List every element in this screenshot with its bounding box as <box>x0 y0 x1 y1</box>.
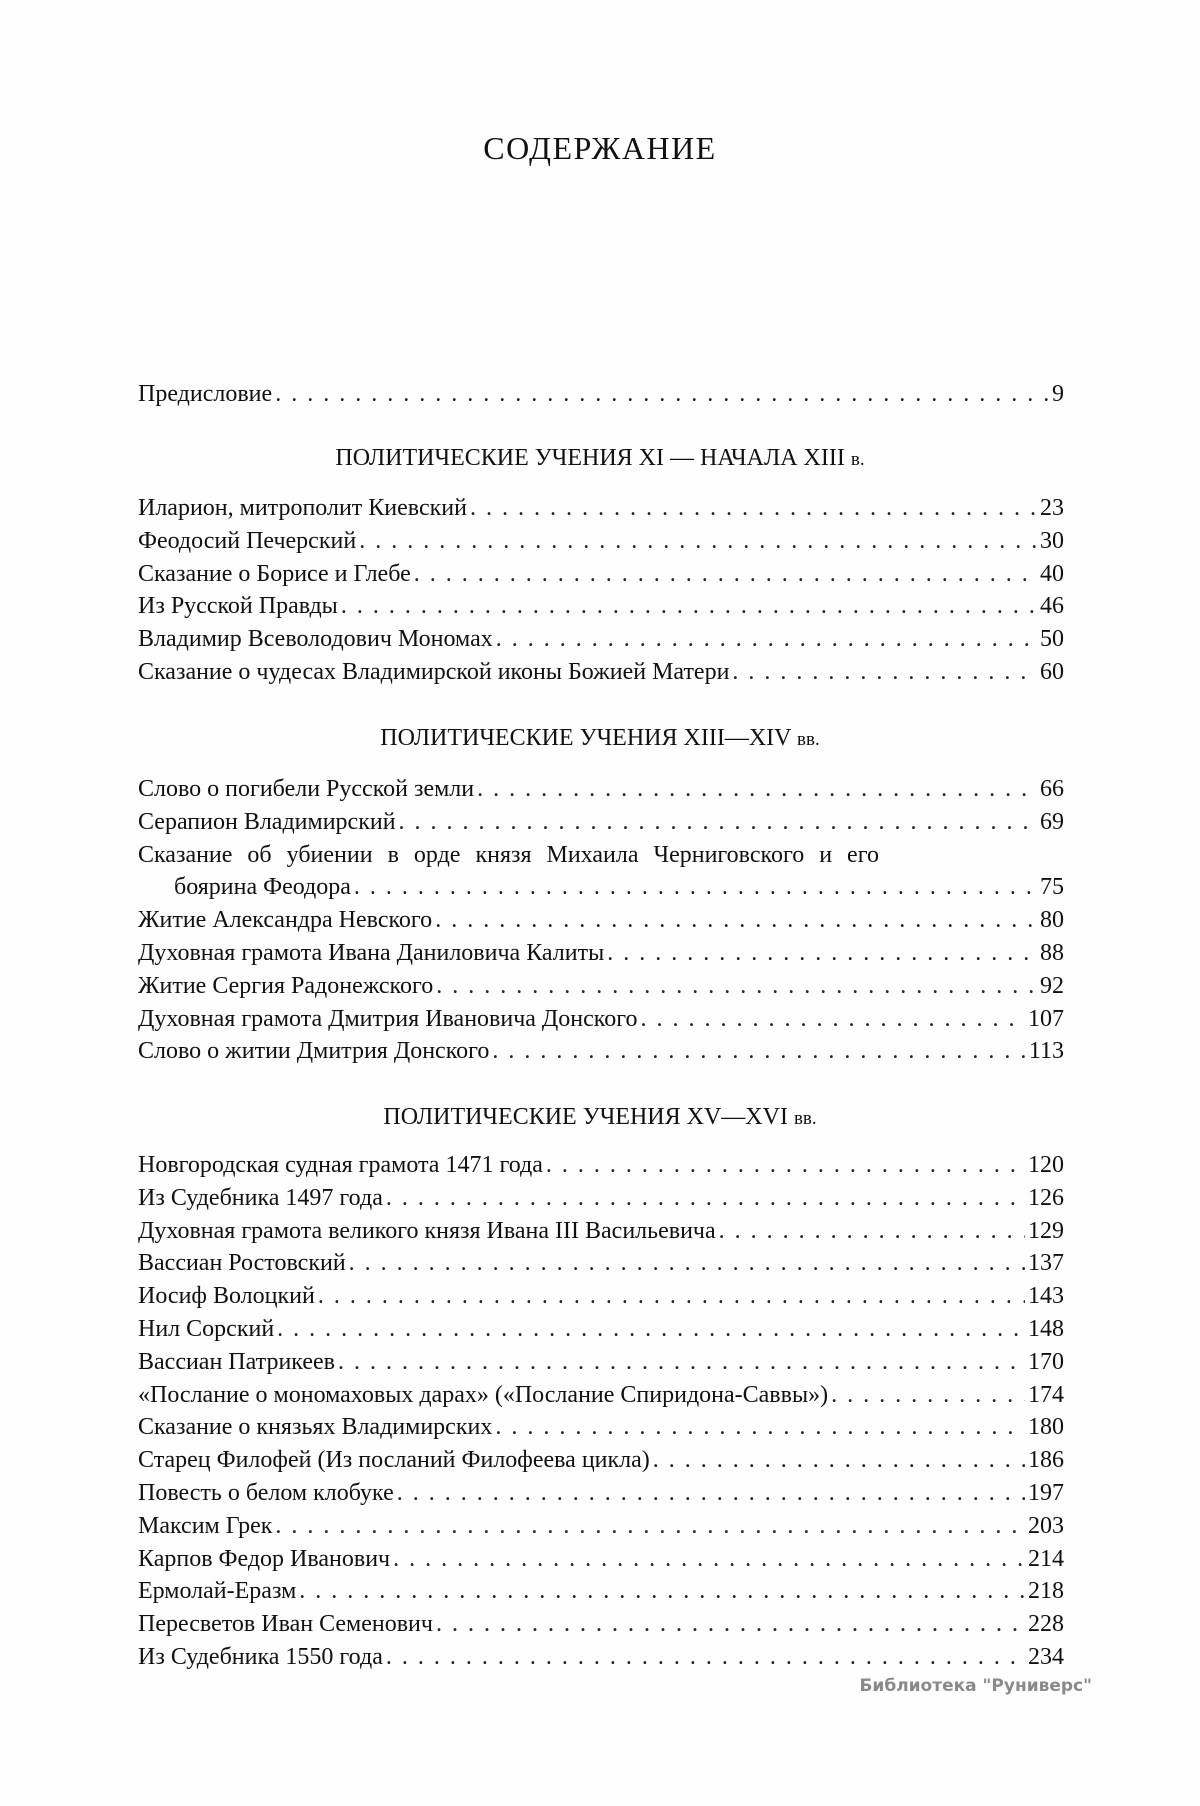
entry-title: Духовная грамота великого князя Ивана III Васильевича <box>138 1217 716 1244</box>
toc-section-1 <box>138 492 1064 689</box>
entry-page: 113 <box>1028 1038 1064 1065</box>
entry-page: 23 <box>1040 495 1064 521</box>
dot-leader <box>393 1543 1025 1576</box>
dot-leader <box>546 1149 1025 1182</box>
toc-entry[interactable] <box>138 1003 1064 1036</box>
section-heading-main: ПОЛИТИЧЕСКИЕ УЧЕНИЯ XV—XVI <box>383 1104 788 1130</box>
entry-page: 186 <box>1028 1447 1064 1474</box>
dot-leader <box>338 1346 1025 1379</box>
entry-title: Серапион Владимирский <box>138 808 396 835</box>
entry-title: Максим Грек <box>138 1512 273 1539</box>
toc-entry[interactable] <box>138 1346 1064 1379</box>
toc-entry[interactable] <box>138 525 1064 558</box>
dot-leader <box>831 1379 1025 1412</box>
entry-page: 40 <box>1040 560 1064 587</box>
entry-page: 66 <box>1040 776 1064 802</box>
entry-page: 137 <box>1028 1250 1064 1277</box>
entry-title: Вассиан Патрикеев <box>138 1348 335 1375</box>
toc-entry[interactable] <box>138 1035 1064 1068</box>
entry-page: 218 <box>1028 1578 1064 1605</box>
dot-leader <box>275 1510 1025 1543</box>
entry-page: 107 <box>1028 1005 1064 1032</box>
toc-section-2 <box>138 773 1064 1068</box>
section-heading-suffix: в. <box>850 449 865 470</box>
dot-leader <box>386 1182 1025 1215</box>
dot-leader <box>341 590 1037 623</box>
dot-leader <box>318 1280 1025 1313</box>
entry-title: Феодосий Печерский <box>138 527 357 554</box>
dot-leader <box>386 1641 1025 1674</box>
toc-entry[interactable] <box>138 1543 1064 1576</box>
entry-title: Сказание о чудесах Владимирской иконы Божией Матери <box>138 658 730 685</box>
entry-title: Житие Сергия Радонежского <box>138 972 434 999</box>
entry-title: Слово о погибели Русской земли <box>138 776 475 802</box>
entry-title: Из Судебника 1550 года <box>138 1643 383 1670</box>
entry-title: Нил Сорский <box>138 1315 275 1342</box>
toc-entry[interactable] <box>138 1477 1064 1510</box>
dot-leader <box>436 970 1037 1003</box>
toc-entry[interactable] <box>138 1379 1064 1412</box>
entry-title: Иосиф Волоцкий <box>138 1283 315 1310</box>
dot-leader <box>349 1247 1025 1280</box>
entry-title: Из Русской Правды <box>138 593 338 620</box>
entry-page: 143 <box>1028 1283 1064 1310</box>
entry-page: 174 <box>1028 1381 1064 1408</box>
entry-page: 120 <box>1028 1152 1064 1178</box>
section-heading <box>0 442 1200 476</box>
entry-page: 126 <box>1028 1184 1064 1211</box>
entry-page: 60 <box>1040 658 1064 685</box>
toc-entry[interactable] <box>138 1608 1064 1641</box>
entry-title: боярина Феодора <box>174 874 351 901</box>
toc-entry[interactable] <box>138 1575 1064 1608</box>
entry-title: Сказание о князьях Владимирских <box>138 1414 493 1441</box>
dot-leader <box>653 1444 1025 1477</box>
toc-preface <box>138 378 1064 411</box>
dot-leader <box>641 1003 1026 1036</box>
dot-leader <box>359 525 1037 558</box>
toc-entry[interactable] <box>138 904 1064 937</box>
dot-leader <box>719 1215 1025 1248</box>
entry-page: 234 <box>1028 1643 1064 1670</box>
toc-entry[interactable] <box>138 937 1064 970</box>
toc-entry[interactable] <box>138 1280 1064 1313</box>
entry-title: Повесть о белом клобуке <box>138 1479 394 1506</box>
entry-page: 69 <box>1040 808 1064 835</box>
entry-title: Иларион, митрополит Киевский <box>138 495 467 521</box>
entry-title: Карпов Федор Иванович <box>138 1545 391 1572</box>
entry-title: Ермолай-Еразм <box>138 1578 297 1605</box>
toc-entry[interactable] <box>138 623 1064 656</box>
dot-leader <box>299 1575 1025 1608</box>
toc-entry[interactable] <box>138 1215 1064 1248</box>
section-heading-main: ПОЛИТИЧЕСКИЕ УЧЕНИЯ XI — НАЧАЛА XIII <box>335 445 845 471</box>
dot-leader <box>607 937 1037 970</box>
toc-entry[interactable] <box>138 1641 1064 1674</box>
toc-entry[interactable] <box>138 558 1064 591</box>
dot-leader <box>470 492 1037 525</box>
toc-entry[interactable] <box>138 806 1064 839</box>
entry-title-line1: Сказание об убиении в орде князя Михаила Черниговского и его <box>138 841 879 868</box>
dot-leader <box>477 773 1037 806</box>
toc-entry[interactable] <box>138 1182 1064 1215</box>
toc-entry[interactable] <box>138 590 1064 623</box>
entry-title: Сказание о Борисе и Глебе <box>138 560 411 587</box>
toc-entry[interactable] <box>138 492 1064 525</box>
entry-title: Вассиан Ростовский <box>138 1250 346 1277</box>
section-heading-suffix: вв. <box>797 729 820 750</box>
section-heading <box>0 1101 1200 1135</box>
dot-leader <box>495 1411 1025 1444</box>
library-watermark: Библиотека "Руниверс" <box>859 1676 1092 1696</box>
entry-title: Духовная грамота Ивана Даниловича Калиты <box>138 939 605 966</box>
toc-entry[interactable] <box>138 656 1064 689</box>
entry-page: 228 <box>1028 1611 1064 1638</box>
toc-entry[interactable] <box>138 1313 1064 1346</box>
dot-leader <box>275 378 1049 411</box>
toc-entry[interactable] <box>138 970 1064 1003</box>
dot-leader <box>277 1313 1025 1346</box>
toc-entry[interactable] <box>138 1411 1064 1444</box>
toc-entry[interactable] <box>138 871 1064 904</box>
toc-entry[interactable] <box>138 1510 1064 1543</box>
entry-page: 203 <box>1028 1512 1064 1539</box>
entry-page: 197 <box>1028 1479 1064 1506</box>
entry-page: 80 <box>1040 907 1064 934</box>
entry-title: Новгородская судная грамота 1471 года <box>138 1152 543 1178</box>
dot-leader <box>354 871 1037 904</box>
dot-leader <box>399 806 1037 839</box>
toc-entry[interactable] <box>138 1149 1064 1182</box>
entry-title: Пересветов Иван Семенович <box>138 1611 433 1638</box>
dot-leader <box>435 904 1037 937</box>
entry-title: Старец Филофей (Из посланий Филофеева цикла) <box>138 1447 650 1474</box>
entry-title: Духовная грамота Дмитрия Ивановича Донского <box>138 1005 638 1032</box>
toc-entry-line1[interactable] <box>138 839 1064 872</box>
dot-leader <box>496 623 1037 656</box>
entry-page: 92 <box>1040 972 1064 999</box>
section-heading <box>0 722 1200 756</box>
dot-leader <box>436 1608 1025 1641</box>
section-heading-suffix: вв. <box>793 1108 817 1129</box>
toc-entry[interactable] <box>138 773 1064 806</box>
toc-entry[interactable] <box>138 1247 1064 1280</box>
toc-entry[interactable] <box>138 378 1064 411</box>
entry-page: 129 <box>1028 1217 1064 1244</box>
entry-page: 50 <box>1040 626 1064 653</box>
dot-leader <box>492 1035 1026 1068</box>
dot-leader <box>732 656 1037 689</box>
entry-title: Владимир Всеволодович Мономах <box>138 626 493 653</box>
entry-page: 9 <box>1052 381 1064 407</box>
entry-page: 170 <box>1028 1348 1064 1375</box>
entry-title: Предисловие <box>138 381 273 407</box>
page-title: СОДЕРЖАНИЕ <box>483 130 717 166</box>
toc-section-3 <box>138 1149 1064 1674</box>
entry-page: 75 <box>1040 874 1064 901</box>
entry-page: 214 <box>1028 1545 1064 1572</box>
toc-entry[interactable] <box>138 1444 1064 1477</box>
entry-page: 46 <box>1040 593 1064 620</box>
entry-title: Из Судебника 1497 года <box>138 1184 383 1211</box>
entry-title: «Послание о мономаховых дарах» («Послание Спиридона-Саввы») <box>138 1381 829 1408</box>
entry-page: 88 <box>1040 939 1064 966</box>
dot-leader <box>414 558 1037 591</box>
entry-page: 180 <box>1028 1414 1064 1441</box>
section-heading-main: ПОЛИТИЧЕСКИЕ УЧЕНИЯ XIII—XIV <box>380 725 792 751</box>
entry-page: 148 <box>1028 1315 1064 1342</box>
entry-title: Житие Александра Невского <box>138 907 433 934</box>
dot-leader <box>397 1477 1025 1510</box>
entry-page: 30 <box>1040 527 1064 554</box>
entry-title: Слово о житии Дмитрия Донского <box>138 1038 490 1065</box>
